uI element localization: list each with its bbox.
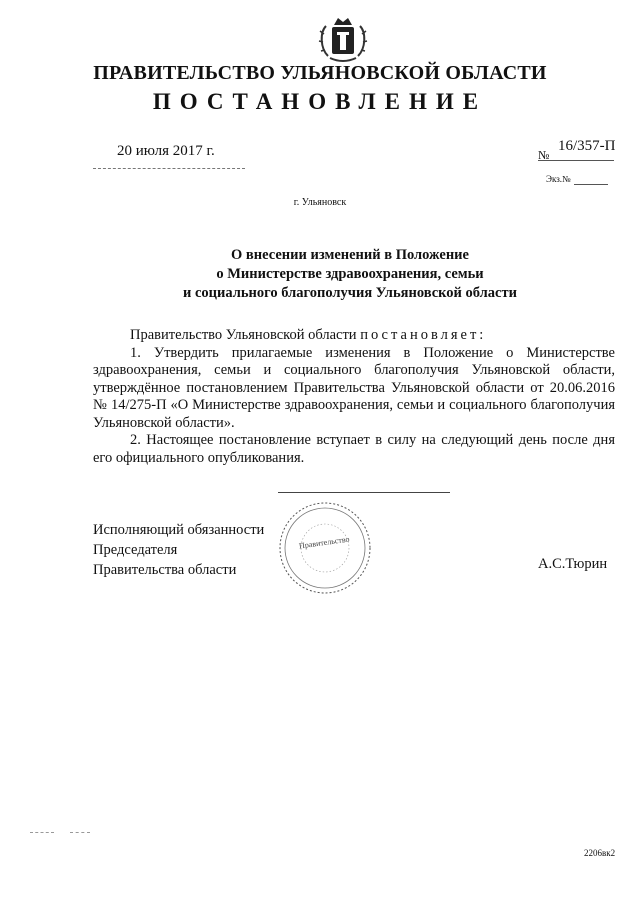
item-paragraph: 1. Утвердить прилагаемые изменения в Положение о Министерстве здравоохранения, семьи и социального благополучия Ульяновской области, утверждённое постановлением Правительства Ульяновской области от 20.06.2016 № 14/275-П «О Министерстве здравоохранения, семьи и социального благополучия Ульяновской области».: [93, 344, 615, 431]
official-seal: [277, 500, 373, 596]
document-type-title: ПОСТАНОВЛЕНИЕ: [152, 89, 488, 114]
government-title: ПРАВИТЕЛЬСТВО УЛЬЯНОВСКОЙ ОБЛАСТИ: [93, 62, 547, 84]
item-paragraph: 2. Настоящее постановление вступает в силу на следующий день после дня его официального опубликования.: [93, 432, 615, 466]
svg-text:Правительство: Правительство: [298, 534, 351, 551]
position-line: Председателя: [93, 542, 178, 558]
intro-prefix: Правительство Ульяновской области: [130, 327, 357, 343]
scan-mark: [30, 832, 54, 833]
position-line: Правительства области: [93, 562, 237, 578]
document-date: 20 июля 2017 г.: [117, 143, 215, 159]
intro-verb: постановляет:: [360, 327, 487, 343]
subject-line: О внесении изменений в Положение: [231, 247, 469, 263]
document-body: [93, 327, 615, 467]
number-underline: [538, 160, 614, 161]
intro-paragraph: [93, 327, 615, 345]
copy-number-label: Экз.№: [546, 174, 571, 184]
city-label: г. Ульяновск: [293, 197, 347, 208]
document-subject: [0, 246, 640, 303]
document-number: 16/357-П: [558, 138, 616, 154]
signer-name: А.С.Тюрин: [538, 556, 608, 572]
position-line: Исполняющий обязанности: [93, 522, 265, 538]
scan-mark: [70, 832, 90, 833]
subject-line: и социального благополучия Ульяновской области: [183, 285, 517, 301]
date-underline: [93, 168, 245, 169]
copy-number-underline: [574, 184, 608, 185]
signature-position: [93, 520, 264, 580]
separator-line: [278, 492, 450, 493]
number-sign: №: [538, 148, 550, 162]
subject-line: о Министерстве здравоохранения, семьи: [216, 266, 484, 282]
footer-code: 2206вк2: [584, 848, 616, 858]
coat-of-arms-emblem: [318, 14, 368, 64]
